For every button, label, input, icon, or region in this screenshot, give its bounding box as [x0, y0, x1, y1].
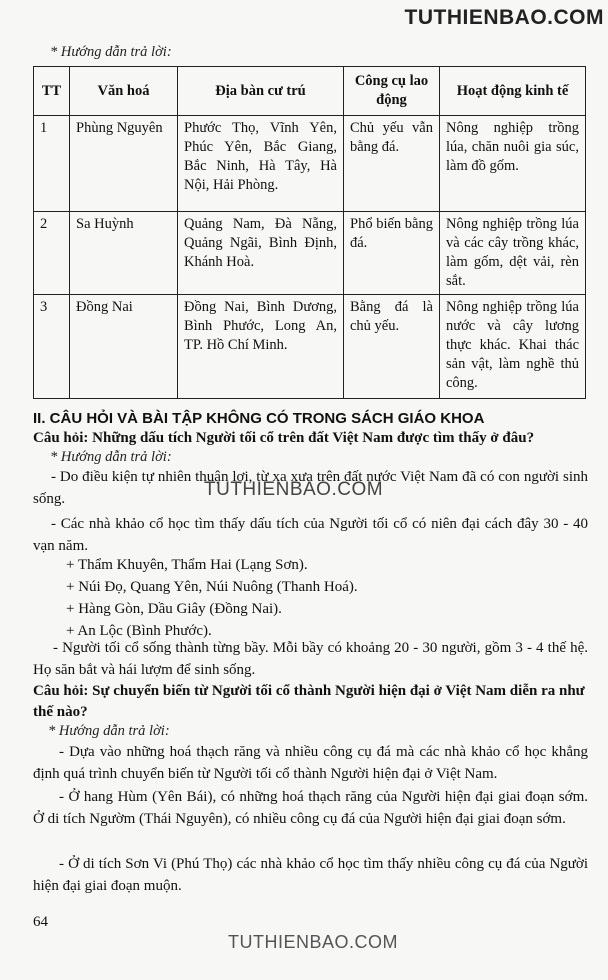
- question-1: Câu hỏi: Những dấu tích Người tối cổ trên đất Việt Nam được tìm thấy ở đâu?: [33, 430, 535, 446]
- cell-tools: Chủ yếu vẫn bằng đá.: [344, 116, 440, 212]
- guide-label-q2: * Hướng dẫn trả lời:: [48, 723, 170, 739]
- cell-economy: Nông nghiệp trồng lúa, chăn nuôi gia súc, làm đồ gốm.: [440, 116, 586, 212]
- table-row: [34, 212, 586, 295]
- q1-paragraph-3: - Người tối cổ sống thành từng bầy. Mỗi bầy có khoảng 20 - 30 người, gồm 3 - 4 thế hệ. Họ săn bắt và hái lượm để sinh sống.: [33, 640, 588, 678]
- q1-paragraph-1: - Do điều kiện tự nhiên thuận lợi, từ xa xưa trên đất nước Việt Nam đã có con người sinh sống.: [33, 469, 588, 507]
- q2-paragraph-2: - Ở hang Hùm (Yên Bái), có những hoá thạch răng của Người hiện đại giai đoạn sớm. Ở di tích Ngườm (Thái Nguyên), có nhiều công cụ đá của Người hiện đại giai đoạn sớm.: [33, 789, 588, 827]
- q1-bullet: + Thẩm Khuyên, Thẩm Hai (Lạng Sơn).: [66, 557, 308, 573]
- table-row: [34, 116, 586, 212]
- cell-area: Phước Thọ, Vĩnh Yên, Phúc Yên, Bắc Giang, Bắc Ninh, Hà Tây, Hà Nội, Hải Phòng.: [178, 116, 344, 212]
- header-area: Địa bàn cư trú: [178, 67, 344, 116]
- q2-paragraph-1: - Dựa vào những hoá thạch răng và nhiều công cụ đá mà các nhà khảo cổ học khẳng định quá trình chuyển biến từ Người tối cổ thành Người hiện đại ở Việt Nam.: [33, 744, 588, 782]
- header-tt: TT: [34, 67, 70, 116]
- cell-tt: 2: [34, 212, 70, 295]
- guide-label: * Hướng dẫn trả lời:: [50, 44, 172, 60]
- header-economy: Hoạt động kinh tế: [440, 67, 586, 116]
- culture-table: [33, 66, 586, 399]
- cell-tools: Phổ biến bằng đá.: [344, 212, 440, 295]
- watermark-bottom: TUTHIENBAO.COM: [228, 932, 399, 952]
- q1-bullet: + An Lộc (Bình Phước).: [66, 623, 212, 639]
- q1-bullet: + Núi Đọ, Quang Yên, Núi Nuông (Thanh Hoá).: [66, 579, 358, 595]
- header-tools: Công cụ lao động: [344, 67, 440, 116]
- cell-economy: Nông nghiệp trồng lúa nước và cây lương thực khác. Khai thác sản vật, làm nghề thủ công.: [440, 295, 586, 399]
- cell-culture: Phùng Nguyên: [70, 116, 178, 212]
- cell-area: Quảng Nam, Đà Nẵng, Quảng Ngãi, Bình Định, Khánh Hoà.: [178, 212, 344, 295]
- table-header-row: [34, 67, 586, 116]
- cell-culture: Sa Huỳnh: [70, 212, 178, 295]
- cell-culture: Đồng Nai: [70, 295, 178, 399]
- cell-area: Đồng Nai, Bình Dương, Bình Phước, Long An, TP. Hồ Chí Minh.: [178, 295, 344, 399]
- cell-tt: 1: [34, 116, 70, 212]
- cell-tools: Bằng đá là chủ yếu.: [344, 295, 440, 399]
- page-number: 64: [33, 914, 48, 930]
- header-culture: Văn hoá: [70, 67, 178, 116]
- q1-bullet: + Hàng Gòn, Dầu Giây (Đồng Nai).: [66, 601, 282, 617]
- q2-paragraph-3: - Ở di tích Sơn Vi (Phú Thọ) các nhà khảo cổ học tìm thấy nhiều công cụ đá của Người hiện đại giai đoạn muộn.: [33, 856, 588, 894]
- cell-economy: Nông nghiệp trồng lúa và các cây trồng khác, làm gốm, dệt vải, rèn sắt.: [440, 212, 586, 295]
- table-row: [34, 295, 586, 399]
- cell-tt: 3: [34, 295, 70, 399]
- watermark-top: TUTHIENBAO.COM: [404, 6, 604, 29]
- guide-label-q1: * Hướng dẫn trả lời:: [50, 449, 172, 465]
- watermark-middle: TUTHIENBAO.COM: [204, 479, 384, 500]
- question-2: Câu hỏi: Sự chuyển biến từ Người tối cổ thành Người hiện đại ở Việt Nam diễn ra như thế nào?: [33, 683, 585, 720]
- q1-paragraph-2: - Các nhà khảo cổ học tìm thấy dấu tích của Người tối cổ có niên đại cách đây 30 - 40 vạn năm.: [33, 516, 588, 554]
- section-title: II. CÂU HỎI VÀ BÀI TẬP KHÔNG CÓ TRONG SÁCH GIÁO KHOA: [33, 410, 485, 427]
